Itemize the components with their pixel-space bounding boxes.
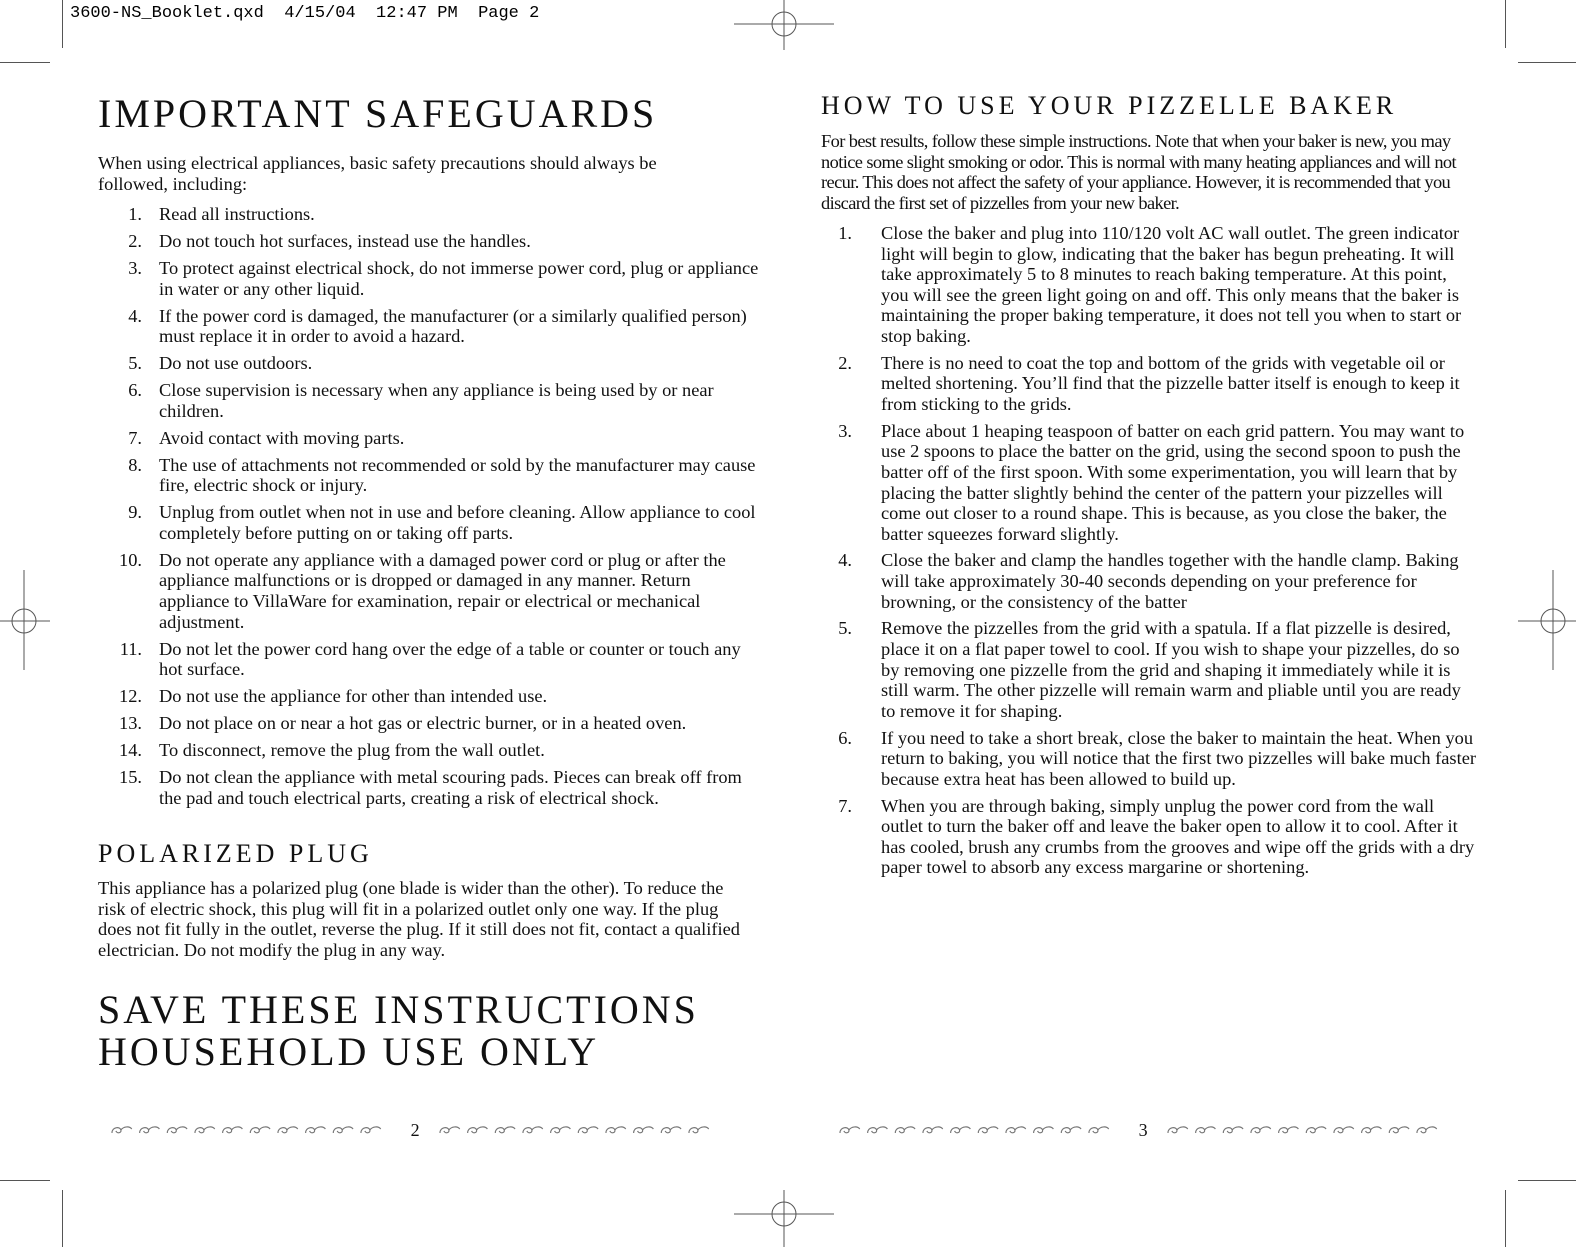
polarized-plug-heading: POLARIZED PLUG [98,839,373,868]
list-item: 2. There is no need to coat the top and bottom of the grids with vegetable oil or melted shortening. You’ll find that the pizzelle batter itself is enough to keep it from sticking to the grids. [838,352,1460,414]
crop-mark [1518,62,1576,63]
page-number: 2 [410,1119,420,1140]
page-number: 3 [1138,1119,1148,1140]
safeguards-title: IMPORTANT SAFEGUARDS [98,91,658,136]
crop-mark [62,1190,63,1247]
safeguards-list [98,204,763,815]
list-item: 5. Remove the pizzelles from the grid with a spatula. If a flat pizzelle is desired, place it on a flat paper towel to cool. If you wish to shape your pizzelles, do so by removing one pizzelle from the grid and shaping it immediately while it is still warm. The other pizzelle will remain warm and pliable until you are ready to remove it for shaping. [838,618,1461,721]
crop-mark [1518,1180,1576,1181]
list-item: 6. Close supervision is necessary when any appliance is being used by or near children. [128,380,714,421]
print-slug: 3600-NS_Booklet.qxd 4/15/04 12:47 PM Page 2 [70,4,540,23]
list-item: 4. Close the baker and clamp the handles together with the handle clamp. Baking will take approximately 30-40 seconds depending on your preference for browning, or the consistency of the batter [838,550,1459,612]
list-item: 10. Do not operate any appliance with a damaged power cord or plug or after the appliance malfunctions or is dropped or damaged in any manner. Return appliance to VillaWare for examination, repair or electrical or mechanical adjustment. [119,549,726,632]
page-footer [838,1118,1458,1142]
crop-mark [0,1180,50,1181]
list-item: 1. Close the baker and plug into 110/120 volt AC wall outlet. The green indicator light will begin to glow, indicating that the baker has begun preheating. It will take approximately 5 to 8 minutes to reach baking temperature. At this point, you will see the green light going on and off. This only means that the baker is maintaining the proper baking temperature, it does not tell you when to start or stop baking. [838,223,1462,346]
scroll-ornament-icon [1166,1123,1458,1137]
list-item: 1. Read all instructions. [128,204,315,224]
registration-mark-icon [734,1190,834,1247]
list-item: 14. To disconnect, remove the plug from the wall outlet. [119,740,545,761]
list-item: 15. Do not clean the appliance with metal scouring pads. Pieces can break off from the pad and touch electrical parts, creating a risk of electrical shock. [119,767,742,808]
safeguards-intro: When using electrical appliances, basic safety precautions should always be followed, including: [98,153,657,194]
list-item: 7. When you are through baking, simply unplug the power cord from the wall outlet to turn the baker off and leave the baker open to allow it to cool. After it has cooled, brush any crumbs from the grooves and wipe off the grids with a dry paper towel to absorb any excess margarine or shortening. [838,795,1475,878]
registration-mark-icon [734,0,834,50]
save-instructions-heading: SAVE THESE INSTRUCTIONS [98,987,699,1032]
scroll-ornament-icon [838,1123,1121,1137]
list-item: 11. Do not let the power cord hang over the edge of a table or counter or touch any hot surface. [119,638,741,680]
list-item: 13. Do not place on or near a hot gas or electric burner, or in a heated oven. [119,713,687,734]
crop-mark [1505,0,1506,48]
list-item: 12. Do not use the appliance for other than intended use. [119,686,548,707]
list-item: 4. If the power cord is damaged, the manufacturer (or a similarly qualified person) must replace it in order to avoid a hazard. [128,305,747,347]
how-to-use-title: HOW TO USE YOUR PIZZELLE BAKER [821,91,1398,120]
list-item: 8. The use of attachments not recommended or sold by the manufacturer may cause fire, electric shock or injury. [128,454,756,496]
page-footer [110,1118,730,1142]
registration-mark-icon [0,570,50,670]
crop-mark [62,0,63,48]
how-to-use-intro: For best results, follow these simple instructions. Note that when your baker is new, you may notice some slight smoking or odor. This is normal with many heating appliances and will not recur. This does not affect the safety of your appliance. However, it is recommended that you discard the first set of pizzelles from your new baker. [821,131,1457,213]
crop-mark [1505,1190,1506,1247]
list-item: 9. Unplug from outlet when not in use and before cleaning. Allow appliance to cool completely before putting on or taking off parts. [128,502,756,543]
instructions-list [821,223,1476,884]
registration-mark-icon [1518,570,1576,670]
list-item: 5. Do not use outdoors. [128,353,313,374]
household-use-heading: HOUSEHOLD USE ONLY [98,1029,600,1074]
polarized-plug-text: This appliance has a polarized plug (one blade is wider than the other). To reduce the risk of electric shock, this plug will fit in a polarized outlet only one way. If the plug does not fit fully in the outlet, reverse the plug. If it still does not fit, contact a qualified electrician. Do not modify the plug in any way. [98,878,740,960]
scroll-ornament-icon [110,1123,393,1137]
crop-mark [0,62,50,63]
list-item: 7. Avoid contact with moving parts. [128,427,405,448]
list-item: 2. Do not touch hot surfaces, instead use the handles. [128,230,531,251]
list-item: 3. Place about 1 heaping teaspoon of batter on each grid pattern. You may want to use 2 spoons to place the batter on the grid, using the second spoon to push the batter off of the first spoon. With some experimentation, you will learn that by placing the batter slightly behind the center of the pattern your pizzelles will come out closer to a round shape. This is because, as you close the baker, the batter squeezes forward slightly. [838,420,1465,544]
scroll-ornament-icon [438,1123,730,1137]
list-item: 3. To protect against electrical shock, do not immerse power cord, plug or appliance in water or any other liquid. [128,257,759,299]
list-item: 6. If you need to take a short break, close the baker to maintain the heat. When you return to baking, you will notice that the first two pizzelles will bake much faster because extra heat has been allowed to build up. [838,727,1476,789]
